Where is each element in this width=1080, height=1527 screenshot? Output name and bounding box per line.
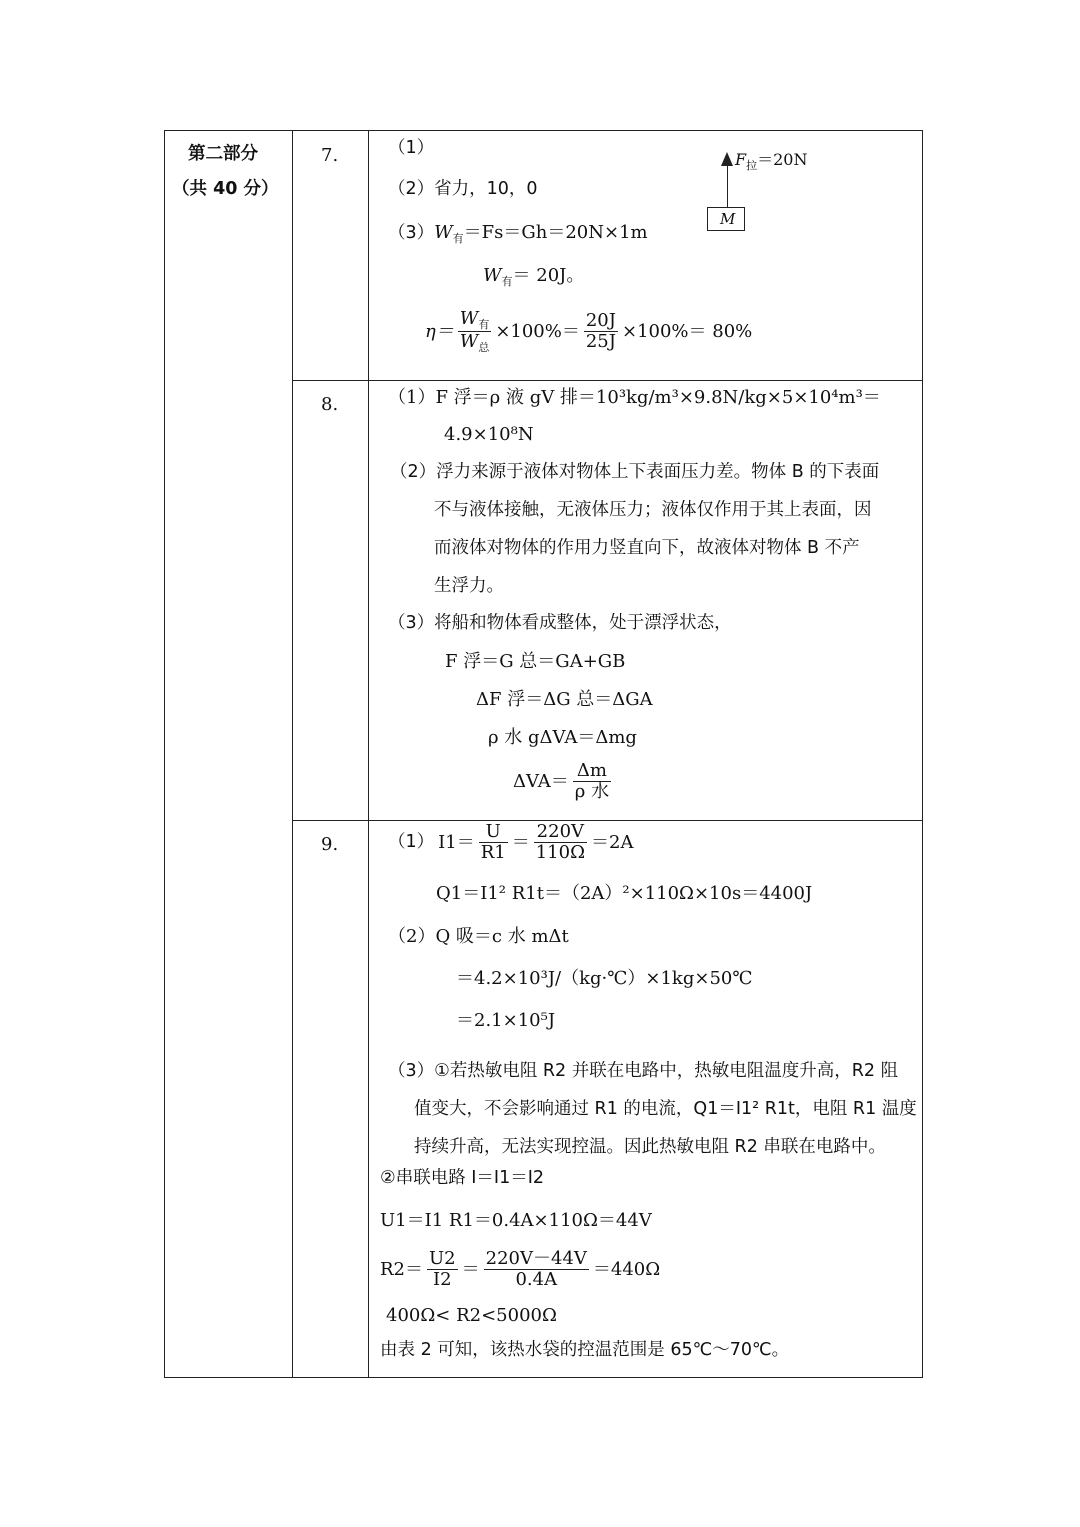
q9-number: 9. <box>321 834 339 855</box>
q9-resistance-eq: R2＝ $\frac{U2}{I2}$ ＝ $\frac{220V-44V}{0.4A}$ ＝440Ω <box>380 1248 661 1290</box>
arrow-up-icon <box>721 152 733 166</box>
q8-eq4: ΔVA＝ $\frac{\Delta m}{\text{ρ 水}}$ <box>513 760 610 802</box>
q9-part2-line3: ＝2.1×10⁵J <box>456 1010 556 1031</box>
q8-part2-line: 生浮力。 <box>434 576 504 596</box>
column-divider <box>292 131 293 1377</box>
section-points: （共 40 分） <box>172 179 279 199</box>
resistance-fraction-2: $\frac{220V-44V}{0.4A}$ <box>485 1248 587 1290</box>
q8-part2-line: 不与液体接触，无液体压力；液体仅作用于其上表面，因 <box>434 500 872 520</box>
q9-heat-eq: Q1＝I1² R1t＝（2A）²×110Ω×10s＝4400J <box>436 883 813 904</box>
column-divider <box>368 131 369 1377</box>
q8-part2-line: （2）浮力来源于液体对物体上下表面压力差。物体 B 的下表面 <box>390 462 880 482</box>
volume-fraction: $\frac{\Delta m}{\text{ρ 水}}$ <box>574 760 610 802</box>
q8-eq3: ρ 水 gΔVA＝Δmg <box>488 727 637 748</box>
q8-number: 8. <box>321 394 339 415</box>
q9-current-eq: （1） I1＝ $\frac{U}{R1}$ ＝ $\frac{220V}{110\Omega}$ ＝2A <box>388 821 634 863</box>
q9-part2-line2: ＝4.2×10³J/（kg·℃）×1kg×50℃ <box>456 968 753 989</box>
efficiency-fraction-2: $\frac{20J}{25J}$ <box>585 310 616 352</box>
q8-part1-line2: 4.9×10⁸N <box>444 424 534 445</box>
q9-part3-line: 持续升高，无法实现控温。因此热敏电阻 R2 串联在电路中。 <box>414 1137 886 1157</box>
section-title: 第二部分 <box>188 144 258 164</box>
q9-part2-line1: （2）Q 吸＝c 水 mΔt <box>388 926 569 947</box>
current-fraction-1: $\frac{U}{R1}$ <box>480 821 506 863</box>
q7-efficiency-eq: η＝ $\frac{W_有}{W_总}$ ×100%＝ $\frac{20J}{25J}$ ×100%＝ 80% <box>425 308 753 354</box>
current-fraction-2: $\frac{220V}{110\Omega}$ <box>535 821 585 863</box>
row-divider <box>292 820 922 821</box>
q8-part2-line: 而液体对物体的作用力竖直向下，故液体对物体 B 不产 <box>434 538 860 558</box>
q9-conclusion: 由表 2 可知，该热水袋的控温范围是 65℃～70℃。 <box>380 1340 790 1360</box>
q7-number: 7. <box>321 145 339 166</box>
q9-range-line: 400Ω< R2<5000Ω <box>386 1305 557 1326</box>
q7-part1-label: （1） <box>388 138 435 158</box>
q7-part3-line1: $(3)W_有=Fs=Gh=20N\times 1m$ <box>388 222 648 245</box>
force-label: $F_拉=20N$ <box>735 150 808 172</box>
q8-part1-line1: （1）F 浮＝ρ 液 gV 排＝10³kg/m³×9.8N/kg×5×10⁴m³＝ <box>388 387 881 408</box>
q9-series-line: ②串联电路 I＝I1＝I2 <box>380 1168 545 1188</box>
q9-part3-line: 值变大，不会影响通过 R1 的电流，Q1＝I1² R1t，电阻 R1 温度 <box>414 1099 917 1119</box>
efficiency-fraction-1: $\frac{W_有}{W_总}$ <box>459 308 490 354</box>
force-arrow-shaft <box>727 165 728 207</box>
q8-part3-line: （3）将船和物体看成整体，处于漂浮状态， <box>388 613 732 633</box>
q7-part2: （2）省力，10，0 <box>388 179 538 199</box>
q8-eq1: F 浮＝G 总＝GA+GB <box>445 651 626 672</box>
q7-part3-line2: $W_有= 20J$。 <box>483 265 585 288</box>
q9-voltage-eq: U1＝I1 R1＝0.4A×110Ω＝44V <box>380 1210 652 1231</box>
q8-eq2: ΔF 浮＝ΔG 总＝ΔGA <box>476 689 653 710</box>
q9-part3-line: （3）①若热敏电阻 R2 并联在电路中，热敏电阻温度升高，R2 阻 <box>388 1061 899 1081</box>
mass-box: M <box>707 207 745 231</box>
resistance-fraction-1: $\frac{U2}{I2}$ <box>429 1248 456 1290</box>
row-divider <box>292 380 922 381</box>
